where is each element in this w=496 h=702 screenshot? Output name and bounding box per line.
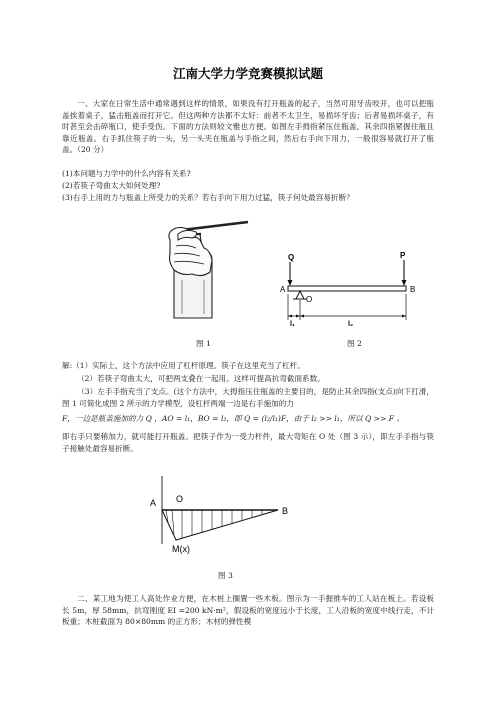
question-1-sub-1: (1)本问题与力学中的什么内容有关系? [62,169,191,178]
fig2-label-b: B [410,285,416,294]
figure-3-moment-diagram [150,468,298,554]
fig2-label-o: O [306,295,313,304]
figure-2-lever-model [280,250,440,330]
fig3-label-a: A [150,498,157,508]
answer-part-4: 即右手只要稍加力，就可能打开瓶盖。把筷子作为一受力杆件，最大弯矩在 O 处（图 3 示），即左手手指与筷子接触处最容易折断。 [62,432,434,453]
fig3-label-moment: M(x) [172,544,190,554]
answer-part-3: （3）左手手指充当了支点。(这个方法中，大拇指压住瓶盖的主要目的，是防止其余四指(支点)向下打滑，图 1 可简化成图 2 所示的力学模型，设杠杆两端一边是右手施加的力 [62,387,434,408]
fig2-label-q: Q [288,253,295,262]
fig3-label-b: B [282,506,289,516]
fig2-label-p: P [400,251,406,260]
answer-part-2: （2）若筷子弯曲太大，可把两支叠在一起用。这样可提高抗弯截面系数。 [77,374,325,383]
question-1-sub-3: (3)右手上用的力与瓶盖上所受力的关系？若右手向下用力过猛，筷子何处最容易折断？ [62,193,354,202]
question-1-intro: 一、大家在日常生活中通常遇到这样的情景，如果没有打开瓶盖的起子，当然可用牙齿咬开，也可以把瓶盖挨着桌子，猛击瓶盖而打开它。但这两种方法都不太好：前者不太卫生，易损坏牙齿；后者易损坏桌子，有时甚至会击碎瓶口，使手受伤。下面的方法则较文雅也方便。如图左手拇指紧压住瓶盖，其余四指紧握住瓶且靠近瓶盖。右手抓住筷子的一头，另一头夹在瓶盖与手指之间，然后右手向下用力，一般很容易就打开了瓶盖。（20 分） [62,99,434,155]
question-2-text: 二、某工地为使工人高处作业方便，在木桩上搁置一些木板。图示为一手握推车的工人站在板上。若设板长 5m，厚 58mm，抗弯刚度 EI =200 kN·m²，假设板的宽度远小于长度，工人沿板的宽度中线行走，不计板重；木桩截面为 80×80mm 的正方形；木材的弹性模 [62,594,434,627]
fig2-label-a: A [280,285,286,294]
figure-1-caption: 图 1 [196,339,211,348]
answer-part-1: 解:（1）实际上，这个方法中应用了杠杆原理。筷子在这里充当了杠杆。 [62,361,305,370]
figure-2-caption: 图 2 [347,339,362,348]
figure-1-illustration [152,220,252,320]
answer-formula-line: F，一边是瓶盖施加的力 Q ，AO = l₁，BO = l₂，即 Q = (l₂/l₁)F，由于 l₂ >> l₁，所以 Q >> F 。 [62,414,405,423]
figure-3-caption: 图 3 [218,571,233,580]
page-title: 江南大学力学竞赛模拟试题 [172,66,323,81]
question-1-sub-2: (2)若筷子弯曲太大如何处理? [62,181,161,190]
fig2-label-l2: l₂ [348,321,354,328]
fig2-label-l1: l₁ [290,321,295,328]
fig3-label-o: O [176,494,184,504]
